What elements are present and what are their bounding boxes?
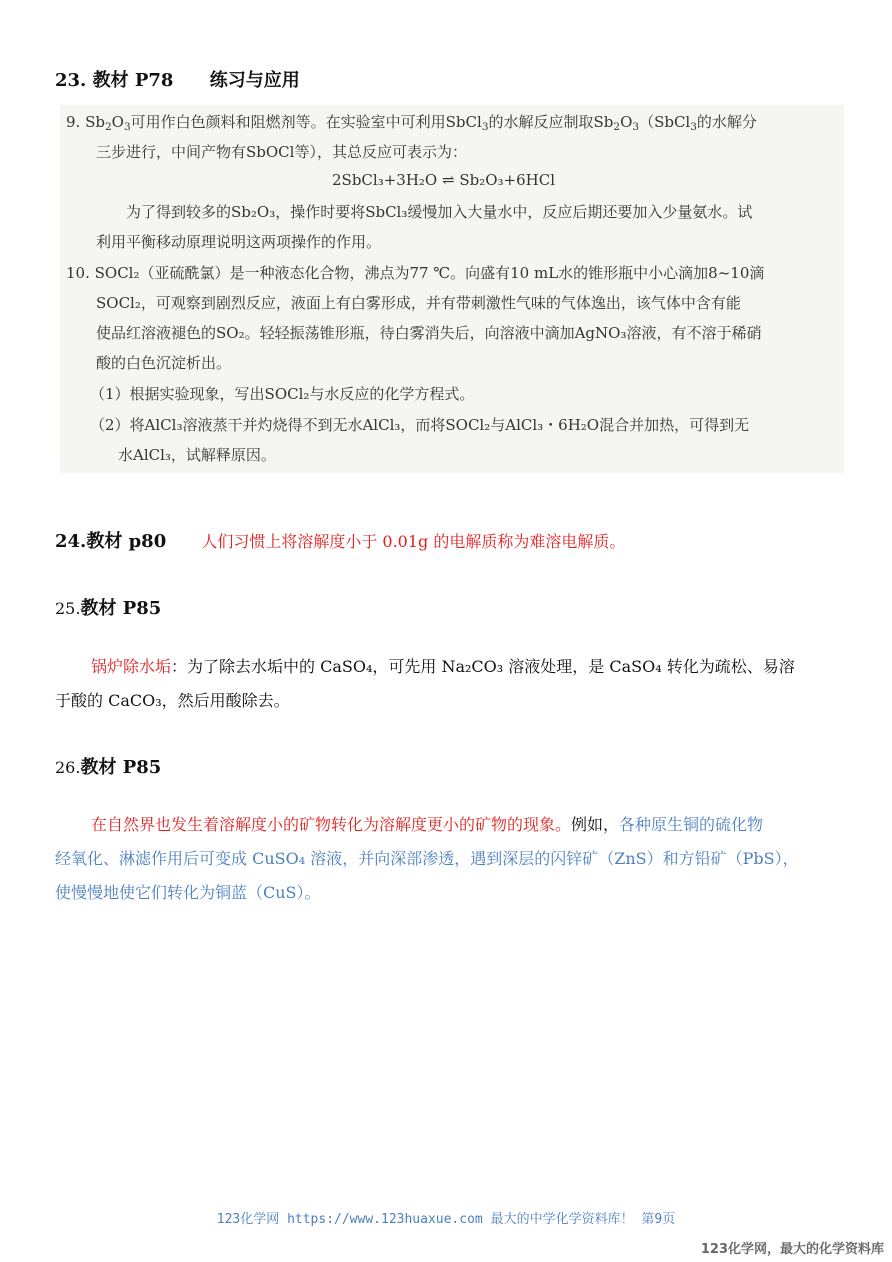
section-23-heading: [55, 66, 300, 92]
section-26-title: 教材 P85: [80, 757, 162, 778]
section-24-text: 人们习惯上将溶解度小于 0.01g 的电解质称为难溶电解质。: [201, 532, 626, 551]
section-26-number: 26.: [55, 758, 81, 777]
q9-equation: 2SbCl₃+3H₂O ⇌ Sb₂O₃+6HCl: [332, 171, 555, 189]
q10-sub1: （1）根据实验现象，写出SOCl₂与水反应的化学方程式。: [90, 385, 475, 403]
section-26-body: [55, 808, 845, 910]
q10-sub2b: 水AlCl₃，试解释原因。: [118, 446, 276, 464]
q10-line2: SOCl₂，可观察到剧烈反应，液面上有白雾形成，并有带刺激性气味的气体逸出，该气体中含有能: [96, 294, 741, 312]
section-25-lead: 锅炉除水垢: [91, 657, 172, 676]
watermark: 123化学网，最大的化学资料库: [700, 1242, 884, 1257]
section-26-line1: 在自然界也发生着溶解度小的矿物转化为溶解度更小的矿物的现象。例如，各种原生铜的硫化物: [91, 815, 764, 834]
q10-line4: 酸的白色沉淀析出。: [96, 354, 232, 372]
q10-sub2: （2）将AlCl₃溶液蒸干并灼烧得不到无水AlCl₃，而将SOCl₂与AlCl₃・6H₂O混合并加热，可得到无: [90, 416, 750, 434]
section-24-title: 24.教材 p80: [55, 531, 167, 552]
section-25-body: [55, 650, 845, 718]
section-25-heading: [55, 594, 161, 620]
q10-line1: 10. SOCl₂（亚硫酰氯）是一种液态化合物，沸点为77 ℃。向盛有10 mL水的锥形瓶中小心滴加8~10滴: [66, 264, 765, 282]
section-25-line1: 锅炉除水垢：为了除去水垢中的 CaSO₄，可先用 Na₂CO₃ 溶液处理，是 CaSO₄ 转化为疏松、易溶: [91, 657, 795, 676]
section-25-title: 教材 P85: [80, 598, 162, 619]
section-23-subtitle: 练习与应用: [209, 70, 300, 91]
page-footer: 123化学网 https://www.123huaxue.com 最大的中学化学资料库！ 第9页: [216, 1212, 676, 1227]
q10-line3: 使品红溶液褪色的SO₂。轻轻振荡锥形瓶，待白雾消失后，向溶液中滴加AgNO₃溶液，有不溶于稀硝: [96, 324, 762, 342]
section-26-line2: 经氧化、淋滤作用后可变成 CuSO₄ 溶液，并向深部渗透，遇到深层的闪锌矿（ZnS）和方铅矿（PbS），: [55, 849, 799, 868]
q9-line1: 9. $Sb_2O_3$可用作白色颜料和阻燃剂等。在实验室中可利用SbCl$_3$的水解反应制取$Sb_2O_3(SbCl_3$的水解分: [66, 113, 757, 133]
section-26-line3: 使慢慢地使它们转化为铜蓝（CuS）。: [55, 883, 321, 902]
section-26-heading: [55, 753, 161, 779]
textbook-scan: [60, 105, 844, 473]
section-25-line2: 于酸的 CaCO₃，然后用酸除去。: [55, 691, 290, 710]
section-25-number: 25.: [55, 599, 81, 618]
q9-line3: 为了得到较多的Sb₂O₃，操作时要将SbCl₃缓慢加入大量水中，反应后期还要加入少量氨水。试: [126, 203, 753, 221]
q9-line2: 三步进行，中间产物有SbOCl等），其总反应可表示为：: [96, 143, 467, 161]
section-24: [55, 527, 625, 553]
q9-line4: 利用平衡移动原理说明这两项操作的作用。: [96, 233, 382, 251]
section-23-title: 23. 教材 P78: [55, 70, 174, 91]
